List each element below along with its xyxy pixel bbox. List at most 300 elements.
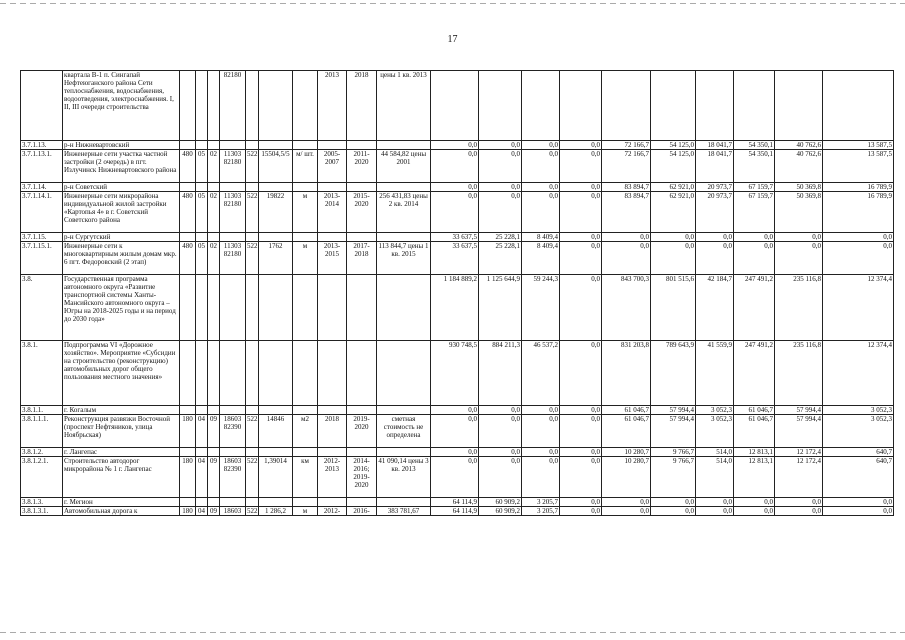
- row-capacity: [259, 183, 293, 192]
- table-row: [21, 448, 894, 457]
- row-2019-district: 0,0: [651, 498, 696, 507]
- row-code: 3.7.1.13.: [21, 141, 63, 150]
- row-total-other: 0,0: [560, 141, 602, 150]
- row-rz: 04: [196, 415, 208, 448]
- row-total-other: 0,0: [560, 275, 602, 341]
- row-total-all: 0,0: [431, 150, 479, 183]
- row-unit: км: [293, 457, 318, 498]
- row-total-district: 25 228,1: [479, 242, 522, 275]
- row-2020-municipal: 12 374,4: [823, 341, 894, 406]
- row-capacity: [259, 341, 293, 406]
- row-grbs: [180, 275, 196, 341]
- row-2019-district: 9 766,7: [651, 457, 696, 498]
- row-2019-district: 62 921,0: [651, 183, 696, 192]
- table-row: [21, 341, 894, 406]
- row-2020-municipal: 16 789,9: [823, 192, 894, 233]
- row-total-district: 0,0: [479, 141, 522, 150]
- row-total-municipal: 0,0: [522, 192, 560, 233]
- row-code: 3.8.1.3.: [21, 498, 63, 507]
- row-name: Государственная программа автономного округа «Развитие транспортной системы Ханты-Мансийского автономного округа – Югры на 2018-2025 годы и на период до 2030 года»: [63, 275, 180, 341]
- row-total-all: 0,0: [431, 457, 479, 498]
- row-start: [318, 183, 347, 192]
- row-grbs: [180, 406, 196, 415]
- row-unit: [293, 71, 318, 141]
- row-total-district: 25 228,1: [479, 233, 522, 242]
- row-cost: [377, 406, 431, 415]
- row-total-other: 0,0: [560, 233, 602, 242]
- row-2019-municipal: 514,0: [696, 457, 734, 498]
- row-2020-municipal: 640,7: [823, 448, 894, 457]
- row-cost: цены 1 кв. 2013: [377, 71, 431, 141]
- row-total-all: 930 748,5: [431, 341, 479, 406]
- row-2019-all: 72 166,7: [602, 150, 651, 183]
- row-total-municipal: [522, 71, 560, 141]
- row-pr: 02: [208, 192, 220, 233]
- row-cost: [377, 498, 431, 507]
- row-capacity: [259, 275, 293, 341]
- row-total-municipal: 3 205,7: [522, 498, 560, 507]
- row-name: р-н Сургутский: [63, 233, 180, 242]
- row-grbs: [180, 183, 196, 192]
- row-start: [318, 233, 347, 242]
- row-total-district: 60 909,2: [479, 498, 522, 507]
- row-total-other: 0,0: [560, 415, 602, 448]
- row-2019-municipal: 0,0: [696, 242, 734, 275]
- row-start: 2012-2013: [318, 457, 347, 498]
- row-2020-district: 40 762,6: [775, 150, 823, 183]
- row-2019-district: 0,0: [651, 507, 696, 516]
- row-2020-all: [734, 71, 775, 141]
- row-total-other: 0,0: [560, 457, 602, 498]
- row-grbs: [180, 498, 196, 507]
- row-total-other: 0,0: [560, 242, 602, 275]
- row-code: 3.8.1.1.: [21, 406, 63, 415]
- row-2019-district: 0,0: [651, 242, 696, 275]
- row-unit: [293, 448, 318, 457]
- row-total-municipal: 0,0: [522, 448, 560, 457]
- row-total-all: 0,0: [431, 141, 479, 150]
- row-total-district: 0,0: [479, 415, 522, 448]
- row-csr: [220, 233, 246, 242]
- row-total-municipal: 3 205,7: [522, 507, 560, 516]
- row-vr: [246, 498, 259, 507]
- row-end: 2019-2020: [347, 415, 377, 448]
- row-2020-all: 0,0: [734, 233, 775, 242]
- table-row: [21, 507, 894, 516]
- row-2020-all: 61 046,7: [734, 415, 775, 448]
- row-total-municipal: 0,0: [522, 183, 560, 192]
- row-cost: [377, 233, 431, 242]
- row-total-all: 0,0: [431, 406, 479, 415]
- row-end: [347, 183, 377, 192]
- row-2019-district: 57 994,4: [651, 415, 696, 448]
- row-code: 3.7.1.13.1.: [21, 150, 63, 183]
- row-pr: 09: [208, 507, 220, 516]
- row-total-municipal: 46 537,2: [522, 341, 560, 406]
- row-total-municipal: 59 244,3: [522, 275, 560, 341]
- row-grbs: 180: [180, 457, 196, 498]
- row-2020-municipal: 16 789,9: [823, 183, 894, 192]
- row-total-municipal: 8 409,4: [522, 233, 560, 242]
- row-end: 2017-2018: [347, 242, 377, 275]
- row-2020-municipal: [823, 71, 894, 141]
- row-2019-all: 72 166,7: [602, 141, 651, 150]
- row-2019-district: [651, 71, 696, 141]
- row-2019-all: 831 203,8: [602, 341, 651, 406]
- row-2019-all: 61 046,7: [602, 406, 651, 415]
- row-pr: 02: [208, 242, 220, 275]
- top-scan-edge: [0, 3, 905, 4]
- row-vr: 522: [247, 507, 258, 515]
- row-capacity: 1,39014: [259, 457, 293, 498]
- row-name: Автомобильная дорога к: [63, 507, 180, 516]
- table-row: [21, 71, 894, 141]
- row-2020-municipal: 0,0: [823, 233, 894, 242]
- row-name: г. Когалым: [63, 406, 180, 415]
- row-rz: [196, 71, 208, 141]
- row-2019-district: 54 125,0: [651, 150, 696, 183]
- row-total-all: 33 637,5: [431, 233, 479, 242]
- row-2020-municipal: 13 587,5: [823, 141, 894, 150]
- row-end: 2014-2016; 2019-2020: [347, 457, 377, 498]
- row-capacity: [259, 448, 293, 457]
- row-capacity: [259, 233, 293, 242]
- row-rz: [196, 498, 208, 507]
- row-cost: [377, 341, 431, 406]
- table-row: [21, 275, 894, 341]
- row-pr: [208, 498, 220, 507]
- row-total-all: [431, 71, 479, 141]
- row-total-municipal: 8 409,4: [522, 242, 560, 275]
- row-cost: [377, 141, 431, 150]
- row-csr: [220, 406, 246, 415]
- row-rz: 05: [196, 192, 208, 233]
- row-unit: [293, 183, 318, 192]
- row-cost: [377, 448, 431, 457]
- row-capacity: [259, 71, 293, 141]
- row-2019-district: 801 515,6: [651, 275, 696, 341]
- row-2020-district: 0,0: [775, 233, 823, 242]
- row-total-all: 64 114,9: [431, 507, 479, 516]
- row-total-other: 0,0: [560, 341, 602, 406]
- row-cost: 44 584,82 цены 2001: [377, 150, 431, 183]
- row-2019-all: 843 700,3: [602, 275, 651, 341]
- row-grbs: 480: [180, 192, 196, 233]
- row-2020-district: 57 994,4: [775, 415, 823, 448]
- row-2020-all: 0,0: [734, 498, 775, 507]
- row-pr: [208, 233, 220, 242]
- row-name: г. Мегион: [63, 498, 180, 507]
- row-2020-municipal: 0,0: [823, 242, 894, 275]
- row-2019-municipal: 514,0: [696, 448, 734, 457]
- row-code: 3.8.1.1.1.: [21, 415, 63, 448]
- row-grbs: [180, 341, 196, 406]
- row-capacity: [259, 498, 293, 507]
- row-rz: [196, 275, 208, 341]
- row-csr: 82180: [220, 71, 246, 141]
- row-csr: 18603 82390: [220, 415, 246, 448]
- row-code: 3.7.1.15.1.: [21, 242, 63, 275]
- row-code: 3.8.1.: [21, 341, 63, 406]
- table-row: [21, 233, 894, 242]
- row-pr: [208, 183, 220, 192]
- row-name: квартала В-1 п. Сингапай Нефтеюганского района Сети теплоснабжения, водоснабжения, водоотведения, электроснабжения. I, II, III очереди строительства: [63, 71, 180, 141]
- row-start: 2005-2007: [318, 150, 347, 183]
- row-2020-all: 0,0: [734, 242, 775, 275]
- row-2020-district: 235 116,8: [775, 341, 823, 406]
- row-capacity: [259, 141, 293, 150]
- row-2019-all: 10 280,7: [602, 457, 651, 498]
- row-vr: [246, 233, 259, 242]
- row-2019-municipal: 18 041,7: [696, 141, 734, 150]
- table-row: [21, 457, 894, 498]
- row-2020-district: 57 994,4: [775, 406, 823, 415]
- row-2020-municipal: 3 052,3: [823, 415, 894, 448]
- row-total-municipal: 0,0: [522, 150, 560, 183]
- row-grbs: [180, 448, 196, 457]
- row-cost: 41 090,14 цены 3 кв. 2013: [377, 457, 431, 498]
- row-cost: [377, 275, 431, 341]
- row-start: [318, 141, 347, 150]
- row-2019-all: 83 894,7: [602, 183, 651, 192]
- row-2020-all: 247 491,2: [734, 275, 775, 341]
- row-vr: 522: [246, 242, 259, 275]
- row-capacity: 19822: [259, 192, 293, 233]
- row-2020-all: 12 813,1: [734, 457, 775, 498]
- row-rz: 05: [196, 242, 208, 275]
- row-rz: [196, 406, 208, 415]
- bottom-scan-edge: [0, 632, 905, 633]
- row-csr: 11303 82180: [220, 150, 246, 183]
- row-name: г. Лангепас: [63, 448, 180, 457]
- row-2019-municipal: 20 973,7: [696, 183, 734, 192]
- row-code: 3.7.1.14.: [21, 183, 63, 192]
- row-total-district: 0,0: [479, 448, 522, 457]
- row-total-other: 0,0: [560, 507, 602, 516]
- row-code: 3.8.: [21, 275, 63, 341]
- row-cost: 383 781,67: [377, 507, 431, 516]
- row-total-district: 0,0: [479, 183, 522, 192]
- row-csr: 11303 82180: [220, 242, 246, 275]
- row-start: 2013: [318, 71, 347, 141]
- row-code: 3.7.1.15.: [21, 233, 63, 242]
- row-code: [21, 71, 63, 141]
- row-total-other: 0,0: [560, 406, 602, 415]
- row-unit: м: [293, 507, 318, 516]
- row-grbs: [180, 233, 196, 242]
- row-total-all: 33 637,5: [431, 242, 479, 275]
- row-rz: 04: [196, 457, 208, 498]
- row-end: [347, 448, 377, 457]
- row-2020-municipal: 0,0: [823, 498, 894, 507]
- row-csr: [220, 275, 246, 341]
- row-vr: 522: [246, 150, 259, 183]
- row-unit: [293, 498, 318, 507]
- row-2019-municipal: 3 052,3: [696, 406, 734, 415]
- row-vr: [246, 183, 259, 192]
- row-grbs: 480: [180, 242, 196, 275]
- row-2020-municipal: 640,7: [823, 457, 894, 498]
- row-2020-all: 54 350,1: [734, 141, 775, 150]
- row-2020-district: 50 369,8: [775, 192, 823, 233]
- row-csr: [220, 341, 246, 406]
- page-number: 17: [447, 34, 458, 45]
- row-total-all: 64 114,9: [431, 498, 479, 507]
- row-end: [347, 498, 377, 507]
- row-2019-all: 10 280,7: [602, 448, 651, 457]
- row-2020-all: 54 350,1: [734, 150, 775, 183]
- row-2019-district: 789 643,9: [651, 341, 696, 406]
- row-csr: [220, 183, 246, 192]
- row-2020-all: 0,0: [734, 507, 775, 516]
- row-total-other: 0,0: [560, 183, 602, 192]
- row-total-other: 0,0: [560, 448, 602, 457]
- row-total-district: 0,0: [479, 457, 522, 498]
- table-row: [21, 415, 894, 448]
- row-pr: 09: [208, 457, 220, 498]
- row-grbs: 180: [180, 415, 196, 448]
- row-pr: [208, 406, 220, 415]
- row-2020-all: 12 813,1: [734, 448, 775, 457]
- row-2020-municipal: 0,0: [823, 507, 894, 516]
- row-unit: м: [293, 192, 318, 233]
- row-2020-district: 0,0: [775, 507, 823, 516]
- row-pr: [208, 141, 220, 150]
- row-name: Строительство автодорог микрорайона № 1 г. Лангепас: [63, 457, 180, 498]
- row-vr: [246, 406, 259, 415]
- row-start: 2012-: [318, 507, 347, 516]
- row-code: 3.8.1.3.1.: [21, 507, 63, 516]
- row-grbs: [180, 141, 196, 150]
- row-total-all: 0,0: [431, 415, 479, 448]
- row-total-district: 0,0: [479, 192, 522, 233]
- row-2019-all: 0,0: [602, 242, 651, 275]
- row-end: [347, 341, 377, 406]
- row-total-all: 0,0: [431, 183, 479, 192]
- row-2020-municipal: 13 587,5: [823, 150, 894, 183]
- row-pr: [208, 341, 220, 406]
- row-2019-municipal: 3 052,3: [696, 415, 734, 448]
- row-capacity: 1 286,2: [259, 507, 293, 516]
- row-2019-district: 54 125,0: [651, 141, 696, 150]
- row-vr: [246, 141, 259, 150]
- row-total-all: 0,0: [431, 192, 479, 233]
- row-total-all: 0,0: [431, 448, 479, 457]
- row-start: 2013-2015: [318, 242, 347, 275]
- row-unit: м/ шт.: [293, 150, 318, 183]
- row-end: [347, 233, 377, 242]
- row-2020-municipal: 3 052,3: [823, 406, 894, 415]
- row-name: Инженерные сети участка частной застройки (2 очередь) в пгт. Излучинск Нижневартовского района: [63, 150, 180, 183]
- row-capacity: 14846: [259, 415, 293, 448]
- row-2019-municipal: 0,0: [696, 498, 734, 507]
- row-2020-all: 67 159,7: [734, 183, 775, 192]
- row-rz: 05: [196, 150, 208, 183]
- row-vr: 522: [246, 457, 259, 498]
- row-cost: [377, 183, 431, 192]
- row-2020-district: 12 172,4: [775, 448, 823, 457]
- row-2019-all: 83 894,7: [602, 192, 651, 233]
- row-2019-district: 57 994,4: [651, 406, 696, 415]
- row-total-district: [479, 71, 522, 141]
- row-2020-municipal: 12 374,4: [823, 275, 894, 341]
- row-code: 3.8.1.2.1.: [21, 457, 63, 498]
- row-2019-all: [602, 71, 651, 141]
- row-2020-district: 0,0: [775, 498, 823, 507]
- table-row: [21, 406, 894, 415]
- row-unit: [293, 141, 318, 150]
- row-2020-district: 50 369,8: [775, 183, 823, 192]
- row-total-all: 1 184 889,2: [431, 275, 479, 341]
- row-rz: [196, 183, 208, 192]
- row-name: Инженерные сети микрорайона индивидуальной жилой застройки «Картопья 4» в г. Советский Советского района: [63, 192, 180, 233]
- row-total-other: [560, 71, 602, 141]
- row-start: [318, 498, 347, 507]
- row-code: 3.7.1.14.1.: [21, 192, 63, 233]
- row-total-district: 0,0: [479, 150, 522, 183]
- row-start: 2018: [318, 415, 347, 448]
- row-name: Реконструкция развязки Восточной (проспект Нефтяников, улица Ноябрьская): [63, 415, 180, 448]
- row-name: Инженерные сети к многоквартирным жилым домам мкр. 6 пгт. Федоровский (2 этап): [63, 242, 180, 275]
- row-end: 2011-2020: [347, 150, 377, 183]
- row-2019-municipal: 18 041,7: [696, 150, 734, 183]
- row-2019-all: 0,0: [602, 498, 651, 507]
- row-csr: 11303 82180: [220, 192, 246, 233]
- row-unit: [293, 341, 318, 406]
- row-start: [318, 406, 347, 415]
- row-rz: [196, 341, 208, 406]
- row-name: р-н Нижневартовский: [63, 141, 180, 150]
- row-unit: [293, 275, 318, 341]
- row-capacity: 1762: [259, 242, 293, 275]
- row-vr: 522: [246, 415, 259, 448]
- row-2019-district: 0,0: [651, 233, 696, 242]
- row-2019-municipal: 20 973,7: [696, 192, 734, 233]
- row-capacity: 15504,5/5: [259, 150, 293, 183]
- row-total-district: 1 125 644,9: [479, 275, 522, 341]
- row-grbs: [180, 71, 196, 141]
- row-rz: [196, 448, 208, 457]
- row-total-district: 0,0: [479, 406, 522, 415]
- row-grbs: 180: [180, 507, 196, 516]
- row-grbs: 480: [180, 150, 196, 183]
- row-pr: 02: [208, 150, 220, 183]
- table-row: [21, 498, 894, 507]
- row-total-other: 0,0: [560, 150, 602, 183]
- row-cost: сметная стоимость не определена: [377, 415, 431, 448]
- row-start: 2013-2014: [318, 192, 347, 233]
- table-row: [21, 192, 894, 233]
- row-total-other: 0,0: [560, 192, 602, 233]
- row-total-district: 884 211,3: [479, 341, 522, 406]
- budget-table: [20, 70, 894, 516]
- row-csr: 18603 82390: [220, 457, 246, 498]
- row-2019-municipal: 0,0: [696, 233, 734, 242]
- table-row: [21, 150, 894, 183]
- row-pr: [208, 275, 220, 341]
- row-csr: [220, 141, 246, 150]
- row-unit: [293, 233, 318, 242]
- row-csr: [220, 498, 246, 507]
- row-code: 3.8.1.2.: [21, 448, 63, 457]
- row-csr: 18603: [220, 507, 246, 516]
- row-2020-district: 40 762,6: [775, 141, 823, 150]
- row-total-other: 0,0: [560, 498, 602, 507]
- row-cost: 113 844,7 цены 1 кв. 2015: [377, 242, 431, 275]
- row-2020-district: 235 116,8: [775, 275, 823, 341]
- table-row: [21, 141, 894, 150]
- row-2020-district: 0,0: [775, 242, 823, 275]
